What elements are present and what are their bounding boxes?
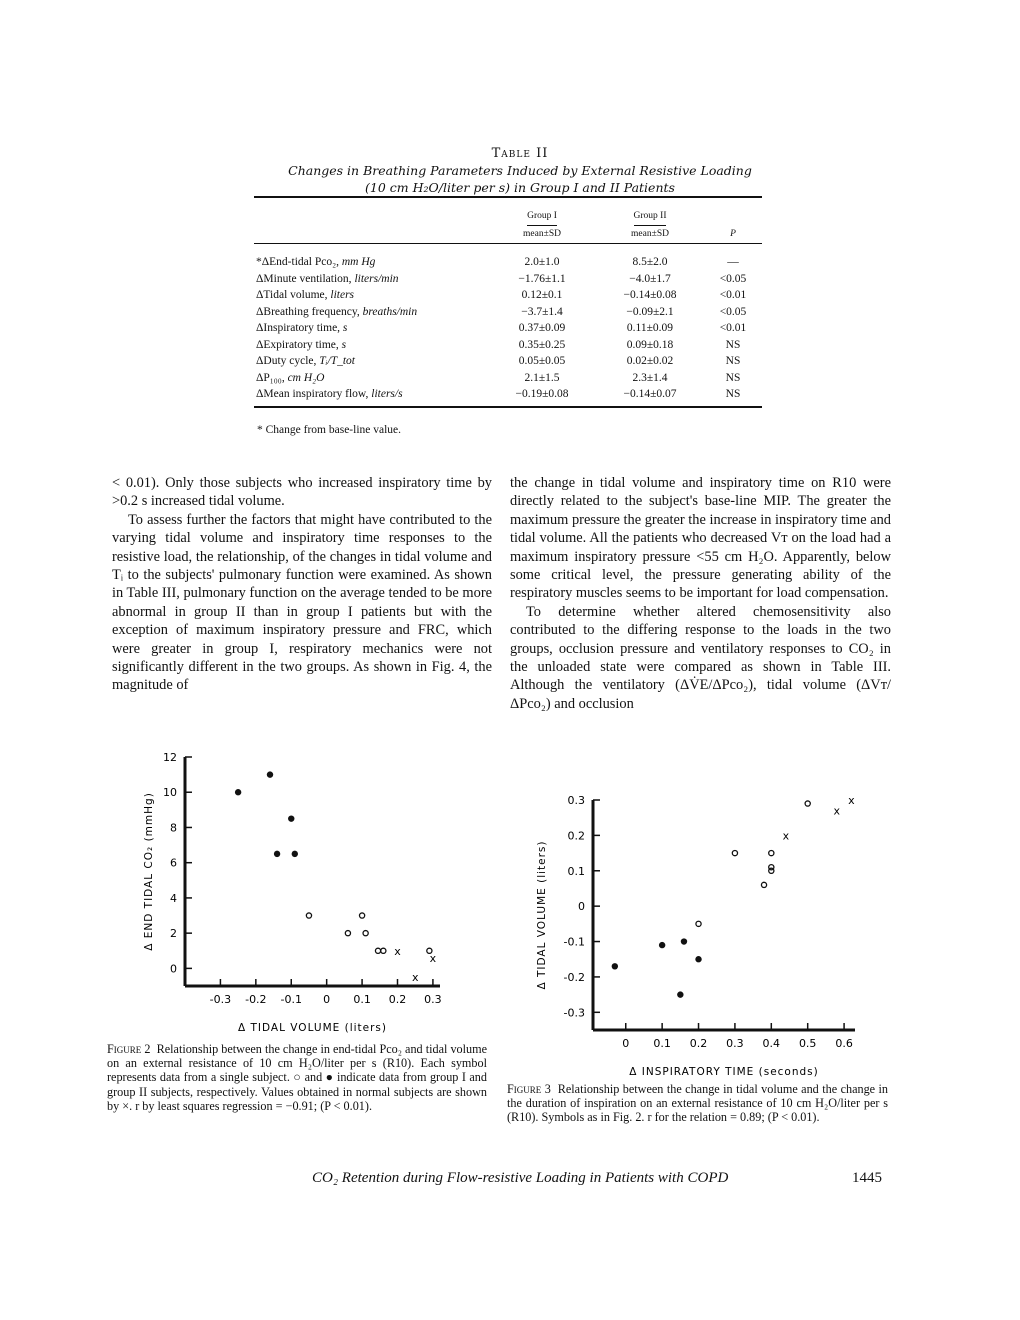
group1-point — [805, 801, 810, 806]
normal-subject-point: x — [411, 971, 419, 985]
table-bottom-rule — [254, 406, 762, 408]
cell-group1: −1.76±1.1 — [518, 272, 566, 285]
table-row — [254, 254, 762, 271]
column-header-group2: Group II mean±SD — [596, 198, 704, 242]
group1-point — [359, 913, 364, 918]
group1-point — [345, 931, 350, 936]
y-tick-label: 10 — [163, 786, 177, 800]
y-tick-label: 0.1 — [567, 864, 585, 878]
table-title-line1: Changes in Breathing Parameters Induced by External Resistive Loading — [288, 163, 752, 178]
cell-p: <0.01 — [719, 289, 747, 301]
y-axis-label: Δ TIDAL VOLUME (liters) — [536, 840, 548, 990]
x-tick-label: 0.3 — [424, 993, 442, 1006]
table-row — [254, 353, 762, 370]
figure2-caption: Figure 2 Relationship between the change in end-tidal Pco₂ and tidal volume on an external resistance of 10 cm H₂O/liter per s (R10). Each symbol represents data from a single subject. ○ and ● indicate data from group I and group II subjects, respectively. Values obtained in normal subjects are shown by ×. r by least squares regression = −0.91; (P < 0.01). — [107, 1042, 488, 1113]
x-tick-label: 0.5 — [798, 1037, 817, 1050]
paragraph: < 0.01). Only those subjects who increased inspiratory time by >0.2 s increased tidal volume. — [112, 475, 492, 510]
table-row — [254, 304, 762, 321]
row-parameter: ΔInspiratory time, s — [256, 322, 348, 334]
x-tick-label: 0.2 — [388, 993, 407, 1006]
table-footnote: * Change from base-line value. — [257, 424, 402, 436]
group2-point — [267, 771, 273, 777]
row-parameter: ΔBreathing frequency, breaths/min — [256, 305, 418, 318]
data-table — [254, 198, 762, 403]
row-parameter: ΔExpiratory time, s — [256, 338, 347, 351]
cell-group1: 2.0±1.0 — [524, 256, 560, 268]
cell-group2: −4.0±1.7 — [629, 272, 671, 285]
x-tick-label: 0.1 — [353, 993, 371, 1006]
group1-point — [769, 850, 774, 855]
y-tick-label: 0.3 — [567, 794, 585, 807]
cell-group1: −3.7±1.4 — [521, 305, 563, 318]
group2-point — [695, 956, 701, 962]
y-tick-label: -0.1 — [563, 935, 585, 949]
cell-p: NS — [725, 338, 741, 351]
x-tick-label: -0.1 — [280, 993, 302, 1006]
cell-group2: −0.14±0.07 — [623, 388, 677, 400]
group2-point — [288, 815, 294, 821]
paragraph: To assess further the factors that might have contributed to the varying tidal volume and inspiratory time responses to the resistive load, the relationship, of the changes in tidal volume and Tᵢ to the subjects' pulmonary function were examined. As shown in Table III, pulmonary function on the average tended to be more abnormal in group II than in group I patients but with the exception of maximum inspiratory pressure and FRC, which were greater in group I, respiratory mechanics were not significantly different in the two groups. As shown in Fig. 4, the magnitude of — [112, 511, 492, 694]
y-tick-label: 0 — [578, 900, 585, 914]
y-tick-label: -0.3 — [563, 1006, 585, 1020]
group2-point — [681, 938, 687, 944]
row-parameter: ΔTidal volume, liters — [256, 289, 355, 301]
figure2-scatter-chart — [130, 740, 470, 1040]
table-row — [254, 287, 762, 304]
left-column-text — [112, 474, 492, 695]
table-row — [254, 320, 762, 337]
group1-point — [363, 931, 368, 936]
paragraph: the change in tidal volume and inspiratory time on R10 were directly related to the subject's base-line MIP. The greater the maximum pressure the greater the increase in inspiratory time and tidal volume. All the patients who decreased Vᴛ on the load had a maximum inspiratory pressure <55 cm H₂O. Apparently, below some critical level, the pressure generating ability of the respiratory muscles seems to be important for load compensation. — [510, 475, 891, 602]
y-tick-label: 0 — [170, 962, 177, 976]
table-row — [254, 370, 762, 387]
group1-point — [761, 882, 766, 887]
cell-group2: 0.02±0.02 — [626, 355, 674, 367]
row-parameter: ΔP₁₀₀, cm H₂O — [256, 371, 325, 384]
page-number: 1445 — [852, 1170, 882, 1186]
cell-group1: 2.1±1.5 — [524, 371, 560, 384]
group2-point — [677, 991, 683, 997]
cell-p: <0.01 — [719, 322, 747, 334]
normal-subject-point: x — [429, 951, 437, 965]
x-tick-label: 0.4 — [762, 1037, 781, 1050]
x-tick-label: 0.6 — [835, 1037, 853, 1050]
x-tick-label: -0.2 — [245, 993, 267, 1006]
x-tick-label: 0.2 — [689, 1037, 708, 1050]
cell-p: NS — [725, 355, 741, 367]
cell-group2: 8.5±2.0 — [632, 256, 668, 268]
y-tick-label: 6 — [170, 856, 177, 870]
cell-group1: 0.37±0.09 — [518, 322, 566, 334]
table-row — [254, 386, 762, 403]
cell-group1: 0.12±0.1 — [521, 289, 563, 301]
x-tick-label: -0.3 — [209, 993, 232, 1006]
table-row — [254, 337, 762, 354]
group1-point — [381, 948, 386, 953]
cell-group2: 2.3±1.4 — [632, 371, 668, 384]
cell-group2: 0.11±0.09 — [626, 322, 674, 334]
group1-point — [769, 868, 774, 873]
right-column-text — [510, 474, 891, 713]
figure3-caption: Figure 3 Relationship between the change in tidal volume and the change in the duration of inspiration on an external resistance of 10 cm H₂O/liter per s (R10). Symbols as in Fig. 2. r for the relation = 0.89; (P < 0.01). — [507, 1082, 889, 1125]
row-parameter: ΔMean inspiratory flow, liters/s — [256, 388, 403, 400]
y-tick-label: -0.2 — [563, 970, 585, 984]
y-tick-label: 4 — [170, 891, 177, 905]
x-axis-label: Δ TIDAL VOLUME (liters) — [238, 1022, 387, 1034]
table-label: Table II — [491, 146, 549, 161]
x-tick-label: 0.1 — [653, 1037, 671, 1050]
cell-p: — — [727, 256, 739, 268]
normal-subject-point: x — [848, 794, 855, 807]
paragraph: To determine whether altered chemosensitivity also contributed to the differing response to the loads in the two groups, occlusion pressure and ventilatory responses to CO₂ in the unloaded state were compared as shown in Table III. Although the ventilatory (ΔV̇E/ΔPco₂), tidal volume (ΔVᴛ/ΔPco₂) and occlusion — [510, 603, 891, 712]
group1-point — [306, 913, 311, 918]
group1-point — [375, 948, 380, 953]
x-tick-label: 0 — [323, 993, 331, 1006]
group2-point — [235, 789, 241, 795]
x-tick-label: 0.3 — [726, 1037, 744, 1050]
cell-group2: −0.14±0.08 — [623, 289, 677, 301]
normal-subject-point: x — [394, 944, 401, 958]
group2-point — [274, 851, 280, 857]
table-caption — [250, 144, 790, 196]
x-axis-label: Δ INSPIRATORY TIME (seconds) — [629, 1066, 819, 1078]
column-header-p: P — [730, 228, 736, 239]
group2-point — [612, 963, 618, 969]
y-axis-label: Δ END TIDAL CO₂ (mmHg) — [143, 792, 155, 951]
normal-subject-point: x — [782, 829, 790, 843]
cell-p: NS — [725, 388, 741, 400]
figure3-scatter-chart — [520, 780, 880, 1080]
table-title-line2: (10 cm H₂O/liter per s) in Group I and II Patients — [365, 180, 675, 195]
x-tick-label: 0 — [622, 1037, 630, 1050]
cell-group2: 0.09±0.18 — [626, 338, 674, 351]
cell-group1: 0.05±0.05 — [518, 355, 566, 367]
y-tick-label: 12 — [163, 751, 177, 764]
y-tick-label: 2 — [170, 927, 177, 941]
group2-point — [659, 942, 665, 948]
y-tick-label: 0.2 — [567, 829, 585, 843]
group1-point — [696, 921, 701, 926]
cell-p: NS — [725, 371, 741, 384]
y-tick-label: 8 — [170, 821, 177, 835]
cell-group1: 0.35±0.25 — [518, 338, 566, 351]
normal-subject-point: x — [833, 804, 841, 818]
cell-p: <0.05 — [719, 272, 747, 285]
running-title: CO₂ Retention during Flow-resistive Loading in Patients with COPD — [312, 1170, 729, 1186]
cell-p: <0.05 — [719, 305, 747, 318]
group1-point — [732, 850, 737, 855]
cell-group1: −0.19±0.08 — [515, 388, 569, 400]
column-header-group1: Group I mean±SD — [488, 198, 596, 242]
table-row — [254, 271, 762, 288]
row-parameter: ΔMinute ventilation, liters/min — [256, 272, 399, 285]
group2-point — [292, 851, 298, 857]
row-parameter: ΔDuty cycle, Tᵢ/T_tot — [256, 355, 355, 367]
row-parameter: *ΔEnd-tidal Pco₂, mm Hg — [256, 256, 376, 268]
cell-group2: −0.09±2.1 — [626, 305, 674, 318]
